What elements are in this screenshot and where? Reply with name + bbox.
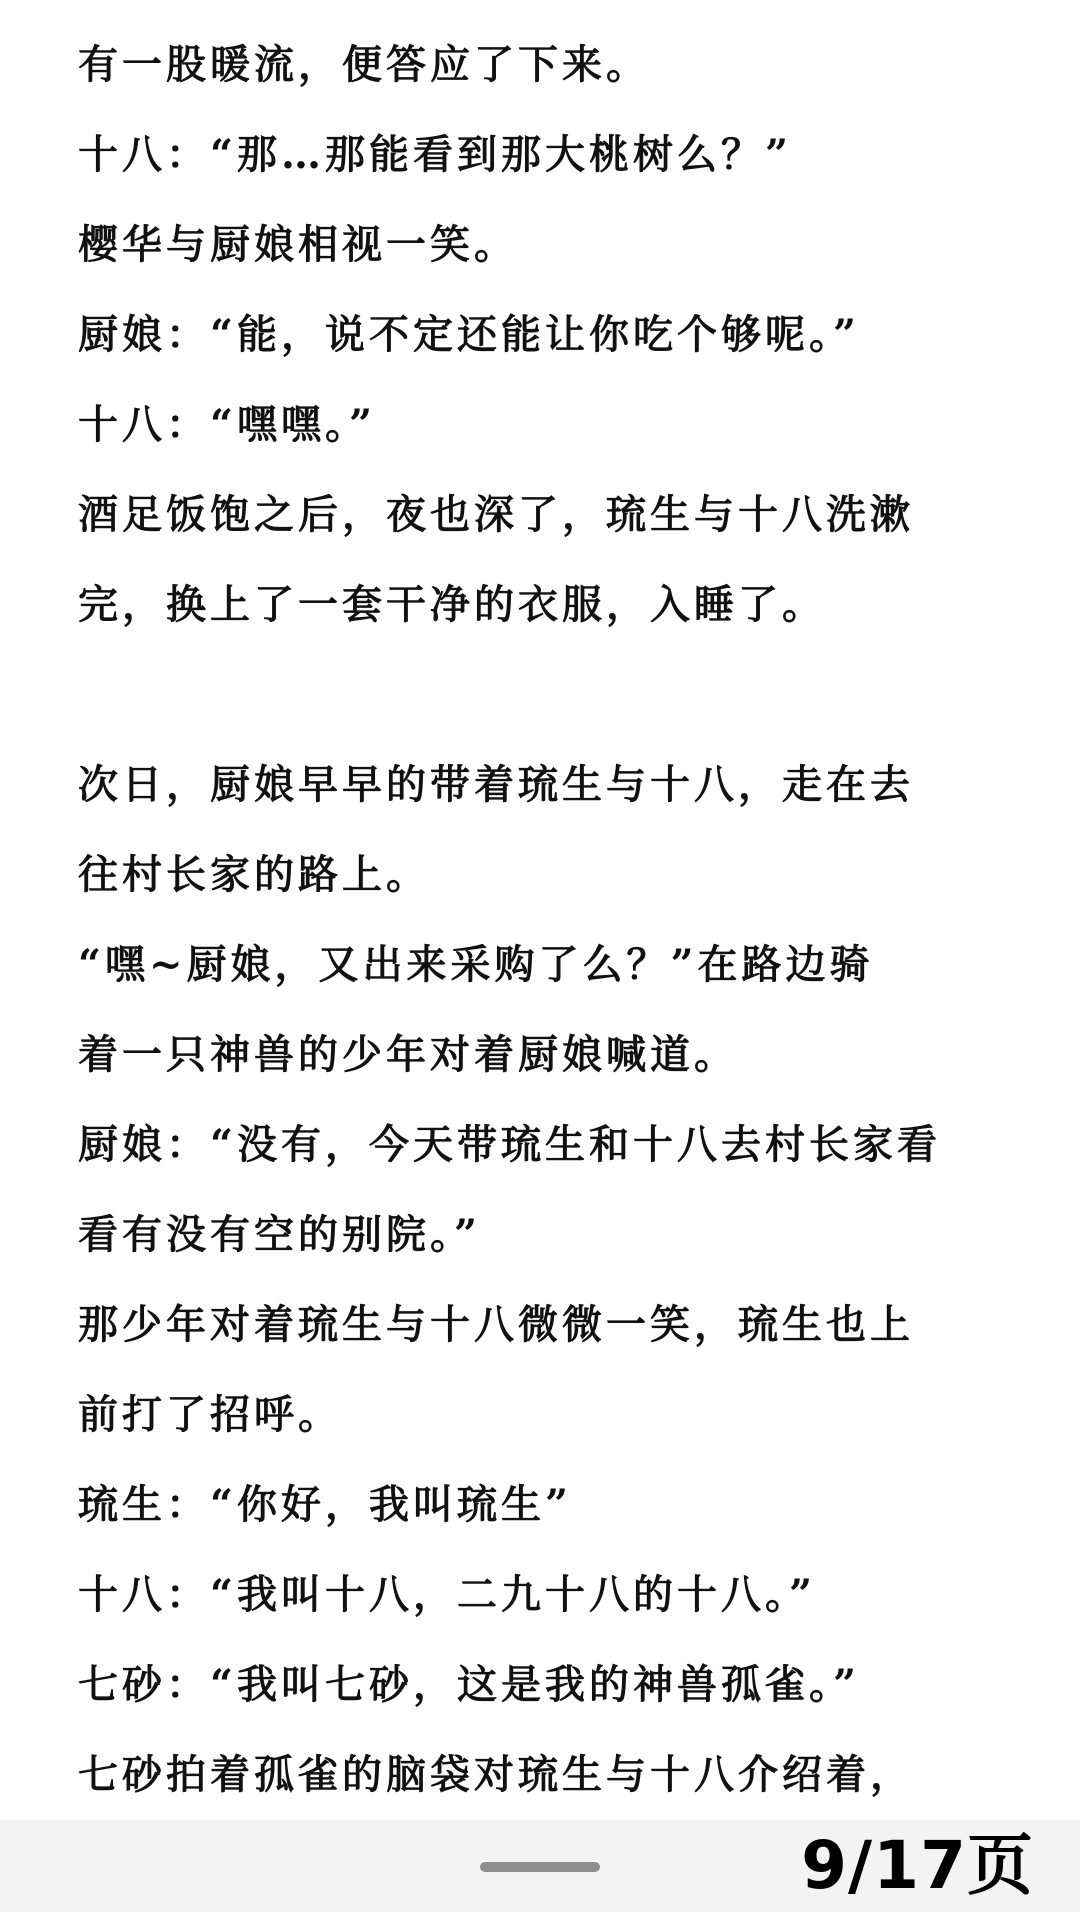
text-line: 看有没有空的别院。” <box>78 1211 482 1258</box>
text-line: 厨娘：“没有，今天带琉生和十八去村长家看 <box>78 1121 942 1168</box>
text-line: 往村长家的路上。 <box>78 851 430 898</box>
text-line: 前打了招呼。 <box>78 1391 342 1438</box>
home-indicator-handle[interactable] <box>480 1862 600 1872</box>
text-line: 着一只神兽的少年对着厨娘喊道。 <box>78 1031 738 1078</box>
text-line: 那少年对着琉生与十八微微一笑，琉生也上 <box>78 1301 914 1348</box>
text-line: 厨娘：“能，说不定还能让你吃个够呢。” <box>78 311 861 358</box>
text-line: 七砂：“我叫七砂，这是我的神兽孤雀。” <box>78 1661 861 1708</box>
text-line: 十八：“嘿嘿。” <box>78 401 377 448</box>
chapter-text <box>78 20 1018 1820</box>
text-line: 酒足饭饱之后，夜也深了，琉生与十八洗漱 <box>78 491 914 538</box>
text-line: 完，换上了一套干净的衣服，入睡了。 <box>78 581 826 628</box>
text-line: 七砂拍着孤雀的脑袋对琉生与十八介绍着， <box>78 1751 914 1798</box>
text-line: 十八：“那…那能看到那大桃树么？” <box>78 131 793 178</box>
text-line: 有一股暖流，便答应了下来。 <box>78 41 650 88</box>
text-line: 次日，厨娘早早的带着琉生与十八，走在去 <box>78 761 914 808</box>
bottom-bar <box>0 1820 1080 1912</box>
text-line: 樱华与厨娘相视一笑。 <box>78 221 518 268</box>
paragraph-gap <box>78 650 1018 740</box>
text-line: 琉生：“你好，我叫琉生” <box>78 1481 573 1528</box>
text-line: 十八：“我叫十八，二九十八的十八。” <box>78 1571 817 1618</box>
text-line: “嘿~厨娘，又出来采购了么？”在路边骑 <box>78 941 874 988</box>
page-indicator: 9/17页 <box>801 1827 1034 1904</box>
